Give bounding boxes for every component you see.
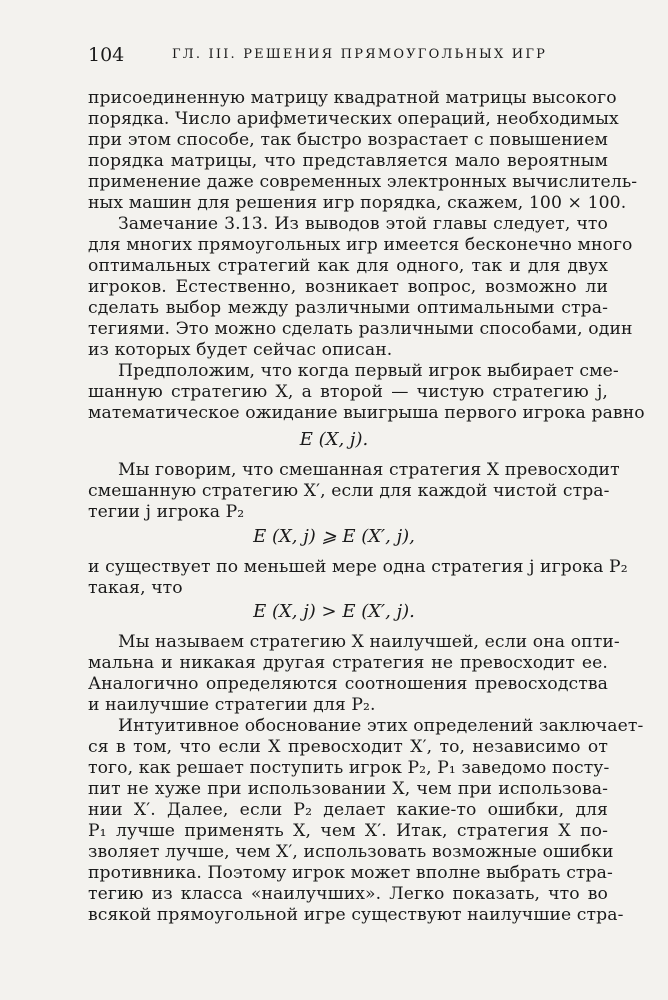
- text-line: оптимальных стратегий как для одного, так и для двух: [88, 256, 608, 276]
- text-line: присоединенную матрицу квадратной матрицы высокого: [88, 88, 617, 108]
- text-line: тегию из класса «наилучших». Легко показать, что во: [88, 884, 608, 904]
- text-line: Мы называем стратегию X наилучшей, если она опти-: [118, 632, 620, 652]
- text-line: противника. Поэтому игрок может вполне выбрать стра-: [88, 863, 613, 883]
- text-line: пит не хуже при использовании X, чем при использова-: [88, 779, 608, 799]
- text-line: тегиями. Это можно сделать различными способами, один: [88, 319, 633, 339]
- text-line: такая, что: [88, 578, 183, 598]
- text-line: порядка матрицы, что представляется мало вероятным: [88, 151, 608, 171]
- text-line: Аналогично определяются соотношения превосходства: [88, 674, 608, 694]
- page-number: 104: [88, 44, 125, 66]
- text-line: смешанную стратегию X′, если для каждой чистой стра-: [88, 481, 610, 501]
- text-line: ся в том, что если X превосходит X′, то, независимо от: [88, 737, 608, 757]
- text-line: того, как решает поступить игрок P₂, P₁ заведомо посту-: [88, 758, 610, 778]
- text-line: Интуитивное обоснование этих определений заключает-: [118, 716, 644, 736]
- text-line: применение даже современных электронных вычислитель-: [88, 172, 638, 192]
- text-line: Мы говорим, что смешанная стратегия X превосходит: [118, 460, 620, 480]
- text-line: P₁ лучше применять X, чем X′. Итак, стратегия X по-: [88, 821, 608, 841]
- text-line: шанную стратегию X, а второй — чистую стратегию j,: [88, 382, 608, 402]
- text-line: при этом способе, так быстро возрастает с повышением: [88, 130, 608, 150]
- text-line: тегии j игрока P₂: [88, 502, 245, 522]
- formula-inequality-gt: E (X, j) > E (X′, j).: [253, 601, 415, 622]
- text-line: Предположим, что когда первый игрок выбирает сме-: [118, 361, 619, 381]
- text-line: и существует по меньшей мере одна стратегия j игрока P₂: [88, 557, 628, 577]
- text-line: нии X′. Далее, если P₂ делает какие-то ошибки, для: [88, 800, 608, 820]
- text-line: зволяет лучше, чем X′, использовать возможные ошибки: [88, 842, 614, 862]
- text-line: всякой прямоугольной игре существуют наилучшие стра-: [88, 905, 624, 925]
- text-line: и наилучшие стратегии для P₂.: [88, 695, 376, 715]
- text-line: мальна и никакая другая стратегия не превосходит ее.: [88, 653, 608, 673]
- formula-inequality-geq: E (X, j) ⩾ E (X′, j),: [253, 526, 415, 547]
- text-line: математическое ожидание выигрыша первого игрока равно: [88, 403, 645, 423]
- text-line: порядка. Число арифметических операций, необходимых: [88, 109, 619, 129]
- remark-heading-line: Замечание 3.13. Из выводов этой главы следует, что: [118, 214, 608, 234]
- running-head: ГЛ. III. РЕШЕНИЯ ПРЯМОУГОЛЬНЫХ ИГР: [172, 47, 548, 62]
- text-line: игроков. Естественно, возникает вопрос, возможно ли: [88, 277, 608, 297]
- page-header: [88, 44, 608, 68]
- formula-expectation: E (X, j).: [299, 429, 369, 450]
- text-line: для многих прямоугольных игр имеется бесконечно много: [88, 235, 633, 255]
- text-line: ных машин для решения игр порядка, скажем, 100 × 100.: [88, 193, 627, 213]
- text-line: из которых будет сейчас описан.: [88, 340, 393, 360]
- text-line: сделать выбор между различными оптимальными стра-: [88, 298, 608, 318]
